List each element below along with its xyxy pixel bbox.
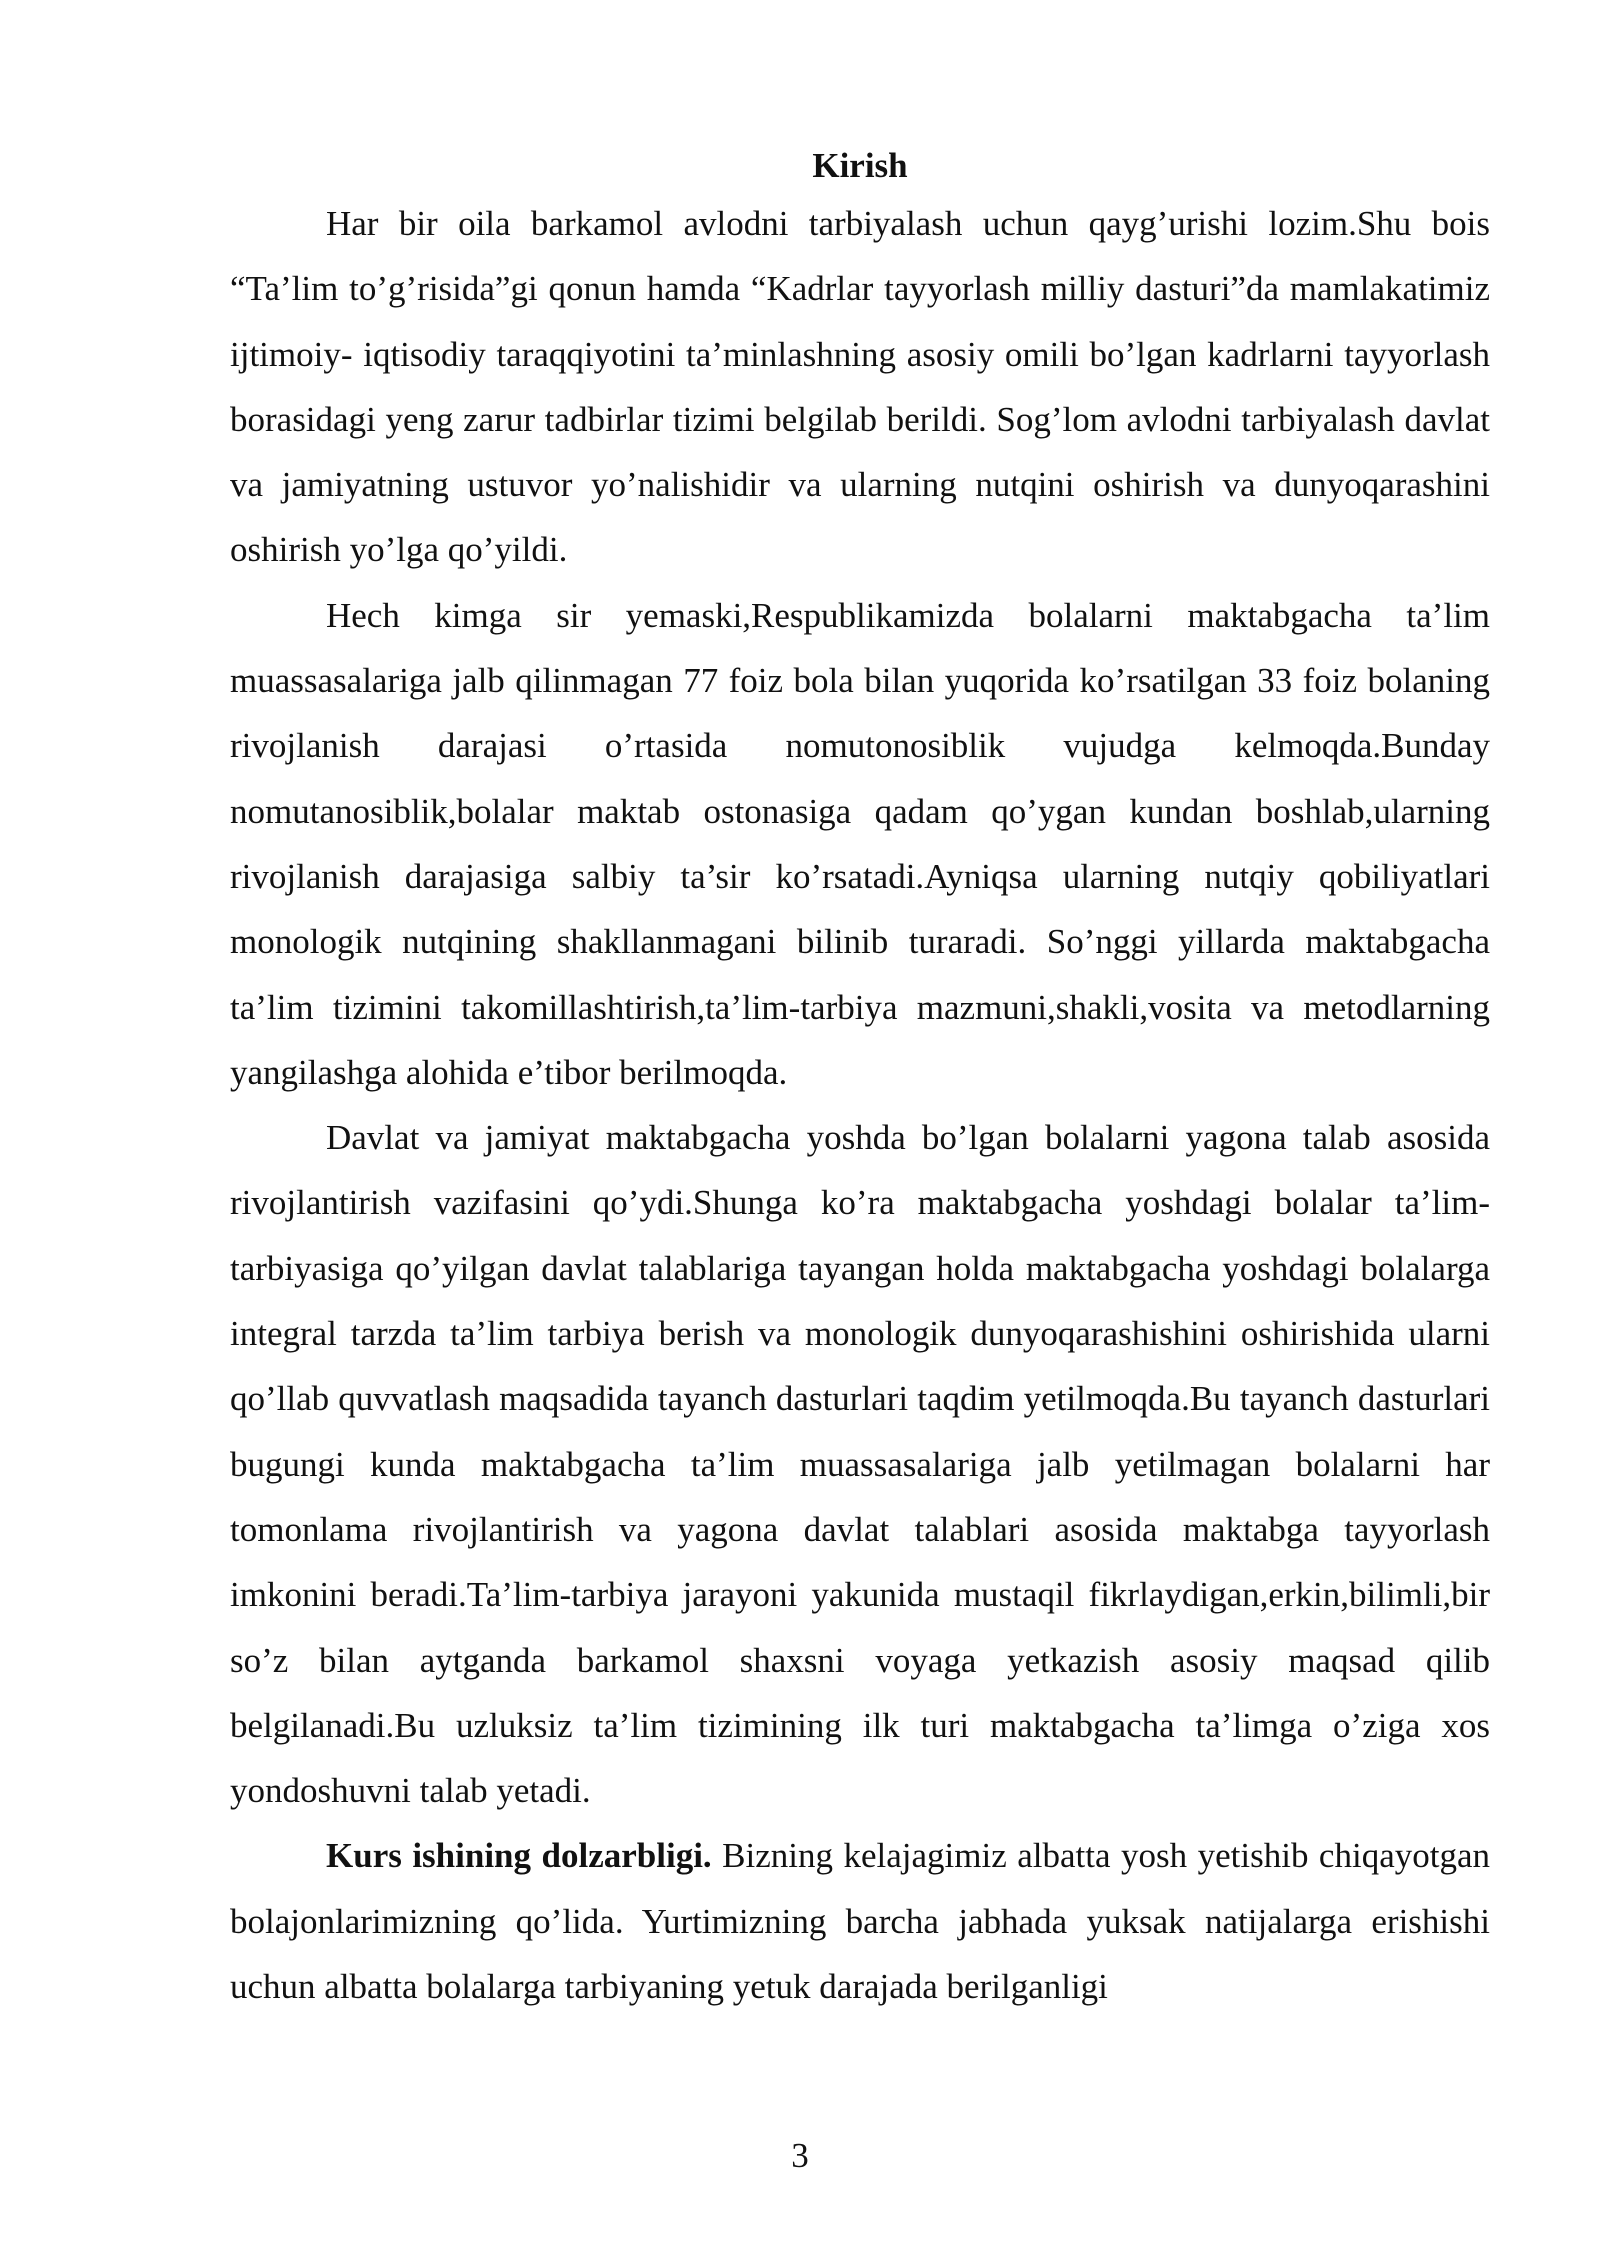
paragraph-relevance xyxy=(230,1823,1490,2019)
paragraph-text: Hech kimga sir yemaski,Respublikamizda bolalarni maktabgacha ta’lim muassasalariga jalb qilinmagan 77 foiz bola bilan yuqorida ko’rsatilgan 33 foiz bolaning rivojlanish darajasi o’rtasida nomutonosiblik vujudga kelmoqda.Bunday nomutanosiblik,bolalar maktab ostonasiga qadam qo’ygan kundan boshlab,ularning rivojlanish darajasiga salbiy ta’sir ko’rsatadi.Ayniqsa ularning nutqiy qobiliyatlari monologik nutqining shakllanmagani bilinib turaradi. So’nggi yillarda maktabgacha ta’lim tizimini takomillashtirish,ta’lim-tarbiya mazmuni,shakli,vosita va metodlarning yangilashga alohida e’tibor berilmoqda. xyxy=(230,595,1490,1092)
paragraph-text: Har bir oila barkamol avlodni tarbiyalash uchun qayg’urishi lozim.Shu bois “Ta’lim to’g’risida”gi qonun hamda “Kadrlar tayyorlash milliy dasturi”da mamlakatimiz ijtimoiy- iqtisodiy taraqqiyotini ta’minlashning asosiy omili bo’lgan kadrlarni tayyorlash borasidagi yeng zarur tadbirlar tizimi belgilab berildi. Sog’lom avlodni tarbiyalash davlat va jamiyatning ustuvor yo’nalishidir va ularning nutqini oshirish va dunyoqarashini oshirish yo’lga qo’yildi. xyxy=(230,204,1490,570)
page-content xyxy=(230,145,1490,2019)
paragraph-text: Davlat va jamiyat maktabgacha yoshda bo’lgan bolalarni yagona talab asosida rivojlantirish vazifasini qo’ydi.Shunga ko’ra maktabgacha yoshdagi bolalar ta’lim-tarbiyasiga qo’yilgan davlat talablariga tayangan holda maktabgacha yoshdagi bolalarga integral tarzda ta’lim tarbiya berish va monologik dunyoqarashishini oshirishida ularni qo’llab quvvatlash maqsadida tayanch dasturlari taqdim yetilmoqda.Bu tayanch dasturlari bugungi kunda maktabgacha ta’lim muassasalariga jalb yetilmagan bolalarni har tomonlama rivojlantirish va yagona davlat talablari asosida maktabga tayyorlash imkonini beradi.Ta’lim-tarbiya jarayoni yakunida mustaqil fikrlaydigan,erkin,bilimli,bir so’z bilan aytganda barkamol shaxsni voyaga yetkazish asosiy maqsad qilib belgilanadi.Bu uzluksiz ta’lim tizimining ilk turi maktabgacha ta’limga o’ziga xos yondoshuvni talab yetadi. xyxy=(230,1118,1490,1811)
paragraph-preschool-gap xyxy=(230,583,1490,1105)
paragraph-lead-heading: Kurs ishining dolzarbligi. xyxy=(326,1836,712,1876)
paragraph-text: Bizning kelajagimiz albatta yosh yetishib chiqayotgan bolajonlarimizning qo’lida. Yurtimizning barcha jabhada yuksak natijalarga erishishi uchun albatta bolalarga tarbiyaning yetuk darajada berilganligi xyxy=(230,1836,1490,2007)
section-title: Kirish xyxy=(812,146,908,185)
page-number: 3 xyxy=(791,2136,809,2175)
paragraph-intro xyxy=(230,191,1490,583)
paragraph-state-requirements xyxy=(230,1105,1490,1823)
